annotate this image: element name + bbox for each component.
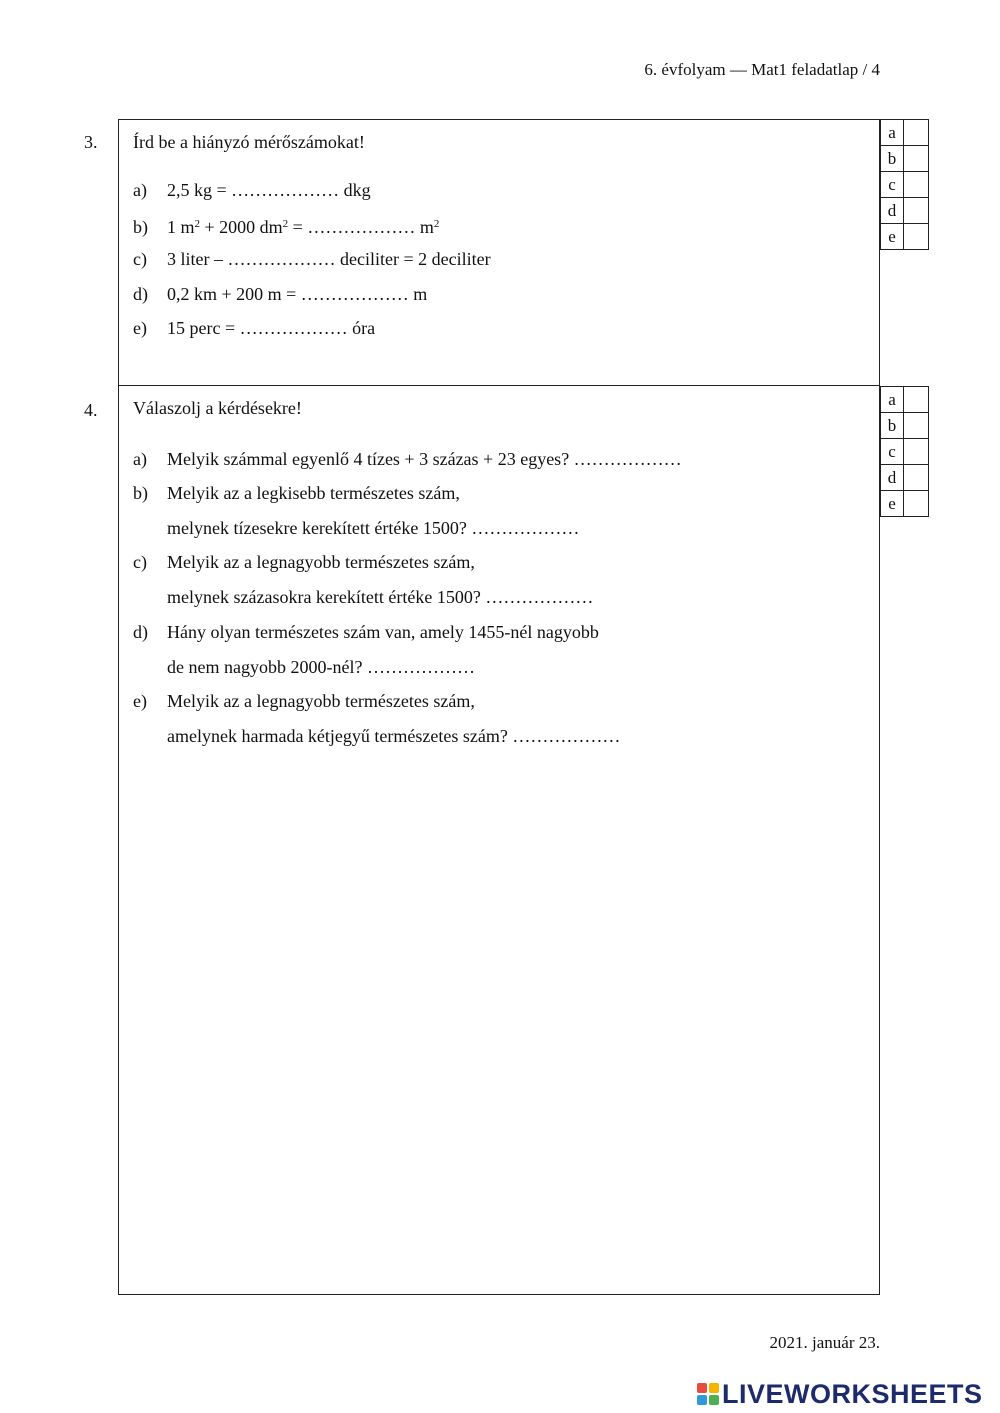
task-3-score-grid: a b c d e [880,119,929,250]
footer-date: 2021. január 23. [769,1333,880,1352]
task-4-score-grid: a b c d e [880,386,929,517]
task-4-number: 4. [84,400,98,420]
page-header: 6. évfolyam — Mat1 feladatlap / 4 [644,60,880,79]
task-3-item-a[interactable]: a) 2,5 kg = ……………… dkg [133,180,371,200]
score-cell[interactable] [904,120,929,146]
task-4-item-d[interactable]: d) Hány olyan természetes szám van, amely 1455-nél nagyobb de nem nagyobb 2000-nél? ……………… [133,622,599,677]
score-cell[interactable] [904,439,929,465]
task-3-item-b[interactable]: b) 1 $m^2 + 2000$ $dm^2$ = ……………… $m^2$ [133,217,440,237]
brand-name: LIVEWORKSHEETS [722,1378,983,1409]
score-cell[interactable] [904,172,929,198]
task-4-item-a[interactable]: a) Melyik számmal egyenlő 4 tízes + 3 százas + 23 egyes? ……………… [133,449,682,469]
score-cell[interactable] [904,224,929,250]
task-4-item-e[interactable]: e) Melyik az a legnagyobb természetes szám, amelynek harmada kétjegyű természetes szám? ……………… [133,691,621,746]
task-3-box [118,119,880,386]
task-4-item-c[interactable]: c) Melyik az a legnagyobb természetes szám, melynek százasokra kerekített értéke 1500? ……………… [133,552,594,607]
score-cell[interactable] [904,387,929,413]
task-3-item-c[interactable]: c) 3 liter – ……………… deciliter = 2 deciliter [133,249,491,269]
task-3-number: 3. [84,132,98,152]
score-cell[interactable] [904,146,929,172]
score-cell[interactable] [904,198,929,224]
task-4-item-b[interactable]: b) Melyik az a legkisebb természetes szám, melynek tízesekre kerekített értéke 1500? ……………… [133,483,580,538]
task-3-item-d[interactable]: d) 0,2 km + 200 m = ……………… m [133,284,428,304]
score-cell[interactable] [904,465,929,491]
task-3-prompt: Írd be a hiányzó mérőszámokat! [133,132,365,152]
task-4-prompt: Válaszolj a kérdésekre! [133,398,302,418]
task-3-item-e[interactable]: e) 15 perc = ……………… óra [133,318,376,338]
liveworksheets-logo[interactable] [697,1380,983,1408]
task-4-box [118,385,880,1295]
score-cell[interactable] [904,491,929,517]
score-cell[interactable] [904,413,929,439]
liveworksheets-logo-icon [697,1383,719,1405]
